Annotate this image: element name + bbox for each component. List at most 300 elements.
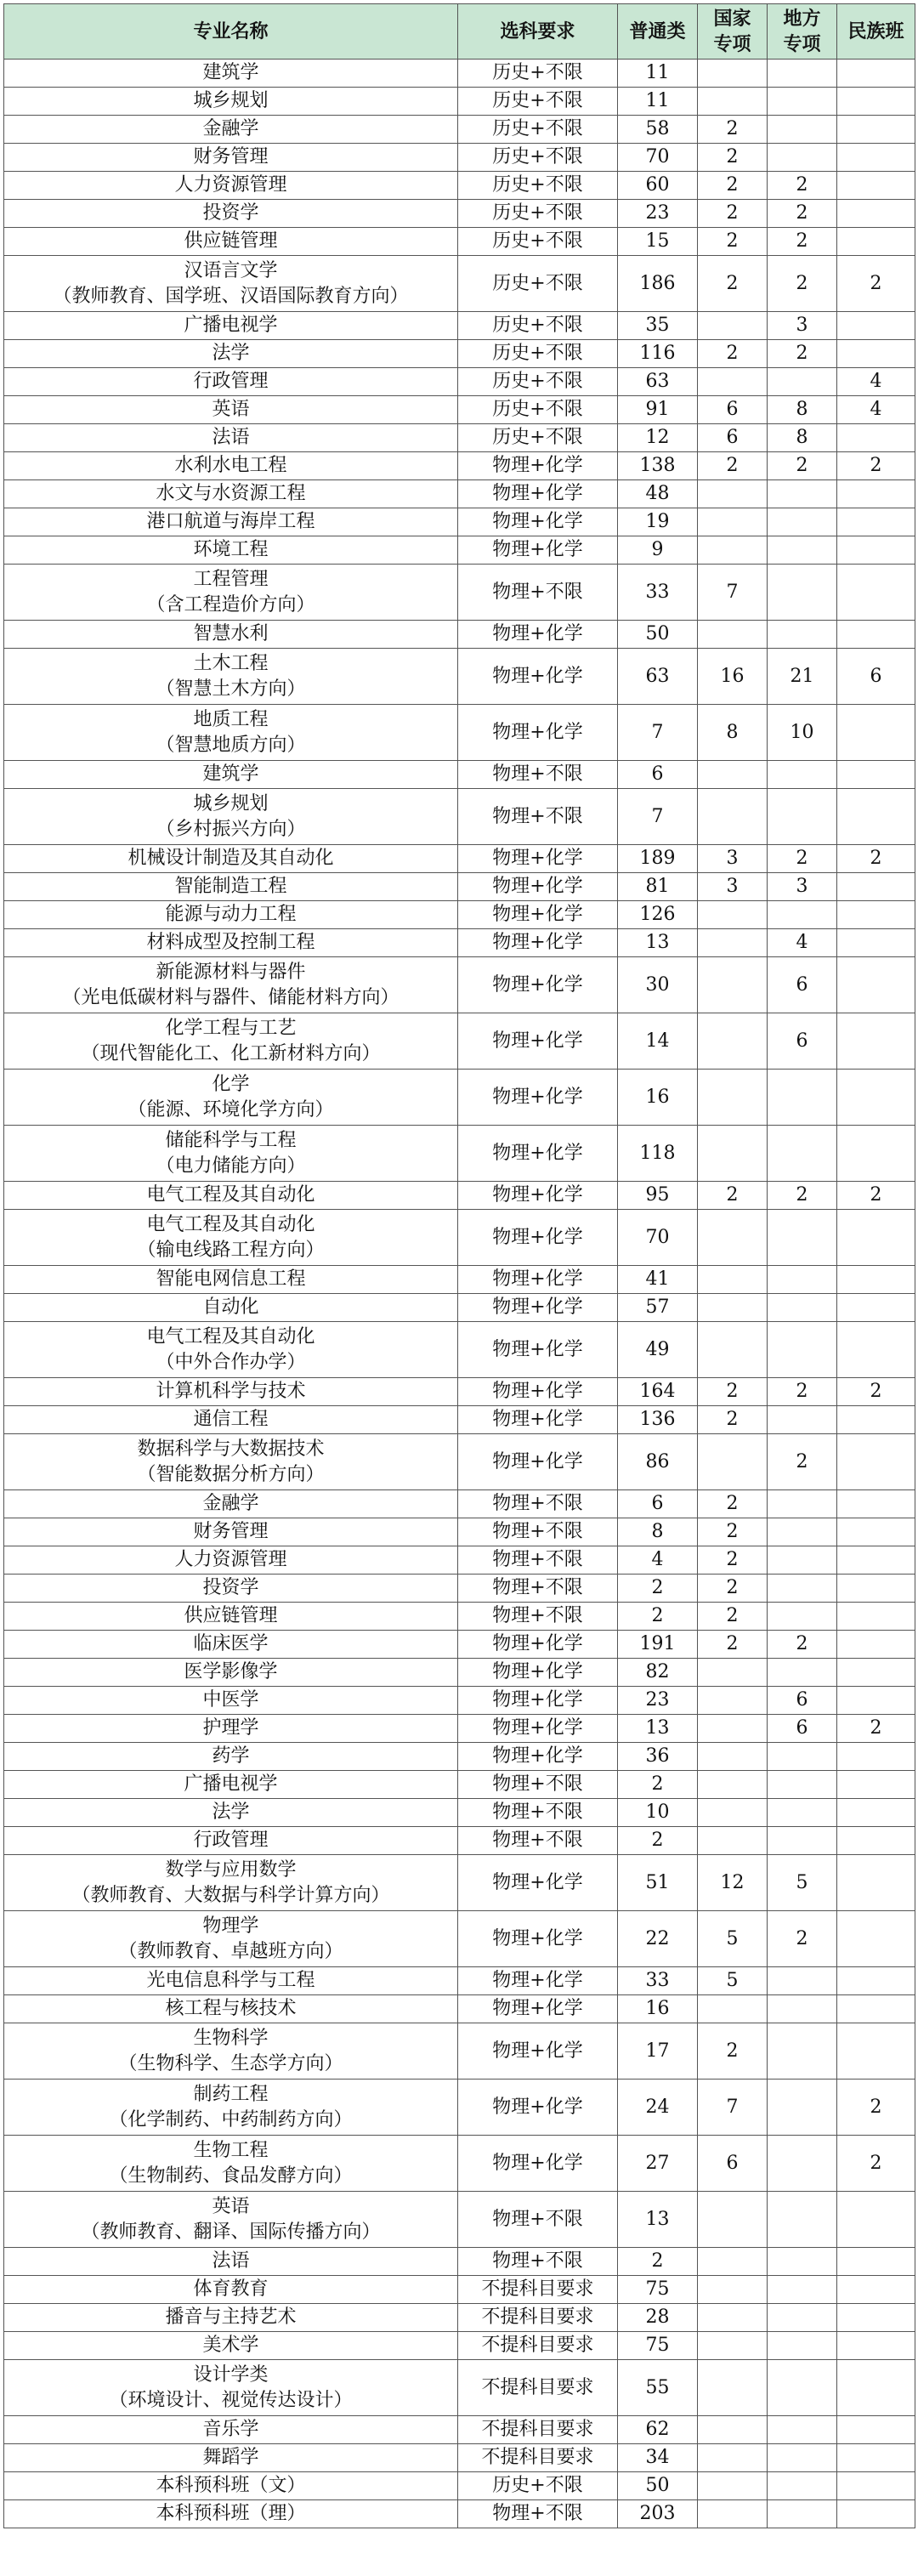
cell-normal: 22 bbox=[618, 1911, 698, 1967]
cell-national-special: 2 bbox=[698, 1631, 768, 1659]
cell-subject-requirement: 物理+化学 bbox=[458, 508, 618, 536]
table-row bbox=[4, 1659, 915, 1687]
header-row bbox=[4, 4, 915, 60]
cell-subject-requirement: 历史+不限 bbox=[458, 228, 618, 256]
cell-major-name bbox=[4, 2444, 458, 2472]
major-name-text: 金融学 bbox=[202, 1493, 259, 1514]
cell-local-special bbox=[768, 2332, 837, 2360]
cell-ethnic-class bbox=[837, 2304, 915, 2332]
cell-local-special bbox=[768, 1575, 837, 1603]
cell-normal: 63 bbox=[618, 368, 698, 396]
cell-normal: 28 bbox=[618, 2304, 698, 2332]
cell-major-name bbox=[4, 1687, 458, 1715]
cell-major-name bbox=[4, 957, 458, 1013]
table-row bbox=[4, 1518, 915, 1546]
major-name-text: 舞蹈学 bbox=[202, 2447, 259, 2468]
cell-ethnic-class bbox=[837, 1406, 915, 1434]
cell-major-name bbox=[4, 1743, 458, 1771]
major-name-text: 播音与主持艺术 bbox=[165, 2306, 297, 2328]
major-direction-text: （中外合作办学） bbox=[156, 1351, 306, 1373]
cell-national-special: 2 bbox=[698, 1575, 768, 1603]
cell-ethnic-class bbox=[837, 789, 915, 845]
cell-local-special: 5 bbox=[768, 1855, 837, 1911]
cell-subject-requirement: 物理+化学 bbox=[458, 1182, 618, 1210]
cell-national-special bbox=[698, 60, 768, 88]
header-major-name: 专业名称 bbox=[4, 4, 458, 60]
table-row bbox=[4, 1490, 915, 1518]
cell-normal: 34 bbox=[618, 2444, 698, 2472]
cell-ethnic-class bbox=[837, 1013, 915, 1070]
table-row bbox=[4, 901, 915, 929]
cell-national-special bbox=[698, 2192, 768, 2248]
table-row bbox=[4, 649, 915, 705]
cell-subject-requirement: 不提科目要求 bbox=[458, 2416, 618, 2444]
cell-subject-requirement: 不提科目要求 bbox=[458, 2444, 618, 2472]
table-row bbox=[4, 957, 915, 1013]
cell-major-name bbox=[4, 649, 458, 705]
table-row bbox=[4, 396, 915, 424]
cell-subject-requirement: 物理+化学 bbox=[458, 1378, 618, 1406]
cell-subject-requirement: 物理+不限 bbox=[458, 1603, 618, 1631]
cell-subject-requirement: 不提科目要求 bbox=[458, 2360, 618, 2416]
major-name-text: 中医学 bbox=[202, 1689, 259, 1711]
cell-normal: 6 bbox=[618, 761, 698, 789]
cell-major-name bbox=[4, 1182, 458, 1210]
cell-national-special bbox=[698, 480, 768, 508]
cell-major-name bbox=[4, 1378, 458, 1406]
cell-normal: 2 bbox=[618, 1575, 698, 1603]
table-row bbox=[4, 2136, 915, 2192]
major-name-text: 临床医学 bbox=[193, 1633, 269, 1654]
cell-subject-requirement: 不提科目要求 bbox=[458, 2304, 618, 2332]
table-row bbox=[4, 1575, 915, 1603]
major-name-text: 广播电视学 bbox=[184, 315, 278, 336]
table-row bbox=[4, 1546, 915, 1575]
major-name-text: 人力资源管理 bbox=[174, 174, 287, 196]
major-direction-text: （光电低碳材料与器件、储能材料方向） bbox=[62, 986, 400, 1008]
cell-ethnic-class bbox=[837, 761, 915, 789]
cell-normal: 33 bbox=[618, 1967, 698, 1995]
cell-local-special bbox=[768, 2080, 837, 2136]
major-name-text: 财务管理 bbox=[193, 146, 269, 167]
cell-ethnic-class bbox=[837, 2416, 915, 2444]
cell-normal: 126 bbox=[618, 901, 698, 929]
cell-normal: 63 bbox=[618, 649, 698, 705]
cell-normal: 35 bbox=[618, 312, 698, 340]
cell-normal: 50 bbox=[618, 621, 698, 649]
cell-national-special bbox=[698, 1995, 768, 2023]
cell-normal: 24 bbox=[618, 2080, 698, 2136]
cell-normal: 30 bbox=[618, 957, 698, 1013]
cell-normal: 136 bbox=[618, 1406, 698, 1434]
cell-national-special: 2 bbox=[698, 1490, 768, 1518]
cell-national-special: 6 bbox=[698, 396, 768, 424]
cell-ethnic-class bbox=[837, 2276, 915, 2304]
cell-subject-requirement: 物理+化学 bbox=[458, 1743, 618, 1771]
cell-national-special: 2 bbox=[698, 200, 768, 228]
cell-normal: 9 bbox=[618, 536, 698, 565]
cell-major-name bbox=[4, 116, 458, 144]
table-row bbox=[4, 312, 915, 340]
cell-subject-requirement: 物理+不限 bbox=[458, 1518, 618, 1546]
cell-subject-requirement: 物理+不限 bbox=[458, 2500, 618, 2528]
major-name-text: 机械设计制造及其自动化 bbox=[128, 848, 334, 869]
cell-normal: 189 bbox=[618, 845, 698, 873]
table-row bbox=[4, 2444, 915, 2472]
cell-subject-requirement: 物理+不限 bbox=[458, 1490, 618, 1518]
cell-subject-requirement: 物理+化学 bbox=[458, 957, 618, 1013]
cell-major-name bbox=[4, 1434, 458, 1490]
cell-subject-requirement: 物理+不限 bbox=[458, 1799, 618, 1827]
major-name-text: 材料成型及控制工程 bbox=[146, 932, 315, 953]
cell-local-special bbox=[768, 1743, 837, 1771]
cell-normal: 27 bbox=[618, 2136, 698, 2192]
cell-national-special bbox=[698, 1827, 768, 1855]
cell-national-special: 2 bbox=[698, 256, 768, 312]
major-name-text: 数据科学与大数据技术 bbox=[137, 1438, 325, 1460]
major-name-text: 电气工程及其自动化 bbox=[146, 1213, 315, 1235]
cell-national-special: 2 bbox=[698, 172, 768, 200]
cell-local-special bbox=[768, 1490, 837, 1518]
major-name-text: 自动化 bbox=[202, 1297, 259, 1318]
major-name-text: 储能科学与工程 bbox=[165, 1129, 297, 1151]
cell-national-special: 2 bbox=[698, 1182, 768, 1210]
cell-normal: 55 bbox=[618, 2360, 698, 2416]
cell-subject-requirement: 历史+不限 bbox=[458, 144, 618, 172]
cell-ethnic-class bbox=[837, 2248, 915, 2276]
cell-subject-requirement: 物理+不限 bbox=[458, 789, 618, 845]
cell-local-special bbox=[768, 2500, 837, 2528]
header-national-special bbox=[698, 4, 768, 60]
cell-major-name bbox=[4, 1266, 458, 1294]
cell-normal: 10 bbox=[618, 1799, 698, 1827]
major-name-text: 电气工程及其自动化 bbox=[146, 1184, 315, 1206]
cell-major-name bbox=[4, 480, 458, 508]
cell-normal: 75 bbox=[618, 2332, 698, 2360]
cell-local-special: 2 bbox=[768, 1182, 837, 1210]
header-local-special bbox=[768, 4, 837, 60]
cell-major-name bbox=[4, 705, 458, 761]
table-row bbox=[4, 845, 915, 873]
table-row bbox=[4, 1995, 915, 2023]
cell-ethnic-class bbox=[837, 2444, 915, 2472]
major-name-text: 通信工程 bbox=[193, 1409, 269, 1430]
cell-local-special bbox=[768, 144, 837, 172]
cell-national-special bbox=[698, 789, 768, 845]
cell-subject-requirement: 物理+不限 bbox=[458, 2248, 618, 2276]
table-body bbox=[4, 60, 915, 2528]
cell-ethnic-class bbox=[837, 1995, 915, 2023]
cell-normal: 23 bbox=[618, 1687, 698, 1715]
major-direction-text: （乡村振兴方向） bbox=[156, 818, 306, 840]
major-name-text: 智能电网信息工程 bbox=[156, 1268, 306, 1290]
major-direction-text: （环境设计、视觉传达设计） bbox=[109, 2389, 353, 2411]
cell-subject-requirement: 物理+化学 bbox=[458, 1294, 618, 1322]
cell-subject-requirement: 历史+不限 bbox=[458, 312, 618, 340]
major-name-text: 水文与水资源工程 bbox=[156, 483, 306, 504]
cell-subject-requirement: 历史+不限 bbox=[458, 116, 618, 144]
cell-major-name bbox=[4, 1911, 458, 1967]
cell-national-special: 2 bbox=[698, 1546, 768, 1575]
cell-major-name bbox=[4, 1827, 458, 1855]
cell-major-name bbox=[4, 1210, 458, 1266]
cell-national-special: 12 bbox=[698, 1855, 768, 1911]
cell-major-name bbox=[4, 2136, 458, 2192]
table-row bbox=[4, 228, 915, 256]
cell-normal: 8 bbox=[618, 1518, 698, 1546]
cell-major-name bbox=[4, 1771, 458, 1799]
cell-major-name bbox=[4, 172, 458, 200]
cell-ethnic-class bbox=[837, 1490, 915, 1518]
cell-national-special bbox=[698, 761, 768, 789]
cell-subject-requirement: 物理+化学 bbox=[458, 1911, 618, 1967]
enrollment-plan-table bbox=[3, 3, 915, 2528]
cell-ethnic-class bbox=[837, 1434, 915, 1490]
cell-normal: 186 bbox=[618, 256, 698, 312]
cell-local-special: 6 bbox=[768, 1715, 837, 1743]
cell-major-name bbox=[4, 565, 458, 621]
cell-subject-requirement: 物理+化学 bbox=[458, 1631, 618, 1659]
cell-subject-requirement: 历史+不限 bbox=[458, 2472, 618, 2500]
cell-local-special bbox=[768, 1546, 837, 1575]
cell-ethnic-class bbox=[837, 873, 915, 901]
cell-local-special: 2 bbox=[768, 1378, 837, 1406]
table-row bbox=[4, 1210, 915, 1266]
cell-ethnic-class bbox=[837, 508, 915, 536]
major-name-text: 人力资源管理 bbox=[174, 1549, 287, 1570]
cell-subject-requirement: 物理+化学 bbox=[458, 1322, 618, 1378]
cell-ethnic-class bbox=[837, 340, 915, 368]
cell-ethnic-class bbox=[837, 2332, 915, 2360]
cell-major-name bbox=[4, 452, 458, 480]
cell-national-special: 5 bbox=[698, 1911, 768, 1967]
cell-local-special bbox=[768, 1294, 837, 1322]
cell-ethnic-class bbox=[837, 480, 915, 508]
cell-subject-requirement: 物理+化学 bbox=[458, 1687, 618, 1715]
cell-local-special bbox=[768, 1659, 837, 1687]
cell-subject-requirement: 物理+不限 bbox=[458, 1546, 618, 1575]
cell-ethnic-class bbox=[837, 2500, 915, 2528]
table-row bbox=[4, 1406, 915, 1434]
table-row bbox=[4, 1687, 915, 1715]
cell-normal: 82 bbox=[618, 1659, 698, 1687]
cell-major-name bbox=[4, 1013, 458, 1070]
cell-subject-requirement: 物理+化学 bbox=[458, 1070, 618, 1126]
cell-national-special bbox=[698, 312, 768, 340]
cell-major-name bbox=[4, 1659, 458, 1687]
cell-major-name bbox=[4, 1967, 458, 1995]
cell-subject-requirement: 物理+化学 bbox=[458, 1126, 618, 1182]
cell-local-special bbox=[768, 1126, 837, 1182]
cell-local-special: 6 bbox=[768, 1013, 837, 1070]
cell-major-name bbox=[4, 1490, 458, 1518]
major-name-text: 行政管理 bbox=[193, 371, 269, 392]
cell-normal: 11 bbox=[618, 88, 698, 116]
table-row bbox=[4, 1266, 915, 1294]
cell-ethnic-class bbox=[837, 621, 915, 649]
major-name-text: 土木工程 bbox=[193, 652, 269, 674]
cell-major-name bbox=[4, 2023, 458, 2080]
table-row bbox=[4, 929, 915, 957]
cell-subject-requirement: 物理+化学 bbox=[458, 705, 618, 761]
table-row bbox=[4, 60, 915, 88]
table-row bbox=[4, 536, 915, 565]
cell-major-name bbox=[4, 312, 458, 340]
cell-local-special: 2 bbox=[768, 1911, 837, 1967]
cell-ethnic-class bbox=[837, 929, 915, 957]
cell-national-special: 2 bbox=[698, 452, 768, 480]
cell-ethnic-class bbox=[837, 144, 915, 172]
cell-local-special: 2 bbox=[768, 1434, 837, 1490]
table-row bbox=[4, 2360, 915, 2416]
cell-normal: 203 bbox=[618, 2500, 698, 2528]
cell-normal: 19 bbox=[618, 508, 698, 536]
cell-local-special bbox=[768, 1771, 837, 1799]
cell-national-special: 2 bbox=[698, 1406, 768, 1434]
cell-national-special: 2 bbox=[698, 144, 768, 172]
table-row bbox=[4, 452, 915, 480]
cell-major-name bbox=[4, 2192, 458, 2248]
cell-subject-requirement: 物理+化学 bbox=[458, 1013, 618, 1070]
cell-major-name bbox=[4, 2332, 458, 2360]
major-name-text: 数学与应用数学 bbox=[165, 1858, 297, 1881]
table-row bbox=[4, 88, 915, 116]
table-row bbox=[4, 1771, 915, 1799]
major-name-text: 城乡规划 bbox=[193, 792, 269, 814]
header-local-special-label: 地方专项 bbox=[783, 8, 821, 55]
major-direction-text: （教师教育、国学班、汉语国际教育方向） bbox=[53, 285, 409, 307]
cell-ethnic-class: 2 bbox=[837, 2080, 915, 2136]
cell-local-special: 6 bbox=[768, 957, 837, 1013]
cell-local-special bbox=[768, 2276, 837, 2304]
cell-major-name bbox=[4, 621, 458, 649]
cell-normal: 2 bbox=[618, 1771, 698, 1799]
cell-local-special bbox=[768, 2472, 837, 2500]
cell-national-special bbox=[698, 1126, 768, 1182]
cell-subject-requirement: 历史+不限 bbox=[458, 88, 618, 116]
cell-ethnic-class: 2 bbox=[837, 2136, 915, 2192]
cell-subject-requirement: 物理+化学 bbox=[458, 452, 618, 480]
cell-local-special bbox=[768, 1967, 837, 1995]
cell-ethnic-class: 2 bbox=[837, 1378, 915, 1406]
table-row bbox=[4, 1967, 915, 1995]
major-name-text: 医学影像学 bbox=[184, 1661, 278, 1682]
major-direction-text: （能源、环境化学方向） bbox=[128, 1098, 334, 1121]
major-name-text: 智慧水利 bbox=[193, 623, 269, 644]
cell-major-name bbox=[4, 256, 458, 312]
cell-ethnic-class: 4 bbox=[837, 368, 915, 396]
cell-subject-requirement: 物理+化学 bbox=[458, 1659, 618, 1687]
cell-ethnic-class: 2 bbox=[837, 1715, 915, 1743]
cell-normal: 14 bbox=[618, 1013, 698, 1070]
table-row bbox=[4, 2472, 915, 2500]
major-name-text: 生物工程 bbox=[193, 2139, 269, 2161]
cell-local-special bbox=[768, 761, 837, 789]
cell-local-special bbox=[768, 2304, 837, 2332]
cell-normal: 57 bbox=[618, 1294, 698, 1322]
cell-national-special bbox=[698, 536, 768, 565]
cell-ethnic-class bbox=[837, 1827, 915, 1855]
cell-national-special: 6 bbox=[698, 2136, 768, 2192]
cell-national-special bbox=[698, 1715, 768, 1743]
cell-national-special bbox=[698, 929, 768, 957]
cell-local-special bbox=[768, 1603, 837, 1631]
header-national-special-label: 国家专项 bbox=[713, 8, 751, 55]
table-row bbox=[4, 1855, 915, 1911]
cell-national-special: 2 bbox=[698, 340, 768, 368]
cell-subject-requirement: 物理+化学 bbox=[458, 1406, 618, 1434]
cell-normal: 118 bbox=[618, 1126, 698, 1182]
cell-local-special: 4 bbox=[768, 929, 837, 957]
major-name-text: 建筑学 bbox=[202, 62, 259, 83]
cell-normal: 13 bbox=[618, 929, 698, 957]
cell-local-special bbox=[768, 2248, 837, 2276]
cell-local-special bbox=[768, 2444, 837, 2472]
cell-ethnic-class bbox=[837, 1743, 915, 1771]
cell-normal: 86 bbox=[618, 1434, 698, 1490]
cell-local-special bbox=[768, 2192, 837, 2248]
cell-subject-requirement: 历史+不限 bbox=[458, 256, 618, 312]
cell-major-name bbox=[4, 1855, 458, 1911]
cell-national-special: 2 bbox=[698, 1603, 768, 1631]
cell-subject-requirement: 物理+化学 bbox=[458, 1995, 618, 2023]
cell-major-name bbox=[4, 1995, 458, 2023]
cell-major-name bbox=[4, 144, 458, 172]
cell-ethnic-class bbox=[837, 1518, 915, 1546]
cell-ethnic-class: 2 bbox=[837, 452, 915, 480]
cell-local-special bbox=[768, 565, 837, 621]
major-direction-text: （教师教育、大数据与科学计算方向） bbox=[71, 1884, 390, 1906]
cell-national-special bbox=[698, 2304, 768, 2332]
major-direction-text: （智慧地质方向） bbox=[156, 734, 306, 756]
cell-normal: 95 bbox=[618, 1182, 698, 1210]
cell-local-special bbox=[768, 116, 837, 144]
cell-ethnic-class bbox=[837, 116, 915, 144]
major-name-text: 水利水电工程 bbox=[174, 455, 287, 476]
cell-major-name bbox=[4, 1575, 458, 1603]
cell-subject-requirement: 物理+化学 bbox=[458, 2136, 618, 2192]
cell-normal: 15 bbox=[618, 228, 698, 256]
cell-normal: 17 bbox=[618, 2023, 698, 2080]
cell-local-special: 3 bbox=[768, 873, 837, 901]
table-row bbox=[4, 1126, 915, 1182]
major-direction-text: （输电线路工程方向） bbox=[137, 1239, 325, 1261]
cell-major-name bbox=[4, 1715, 458, 1743]
cell-ethnic-class bbox=[837, 565, 915, 621]
cell-ethnic-class bbox=[837, 200, 915, 228]
cell-normal: 60 bbox=[618, 172, 698, 200]
cell-subject-requirement: 物理+不限 bbox=[458, 565, 618, 621]
cell-subject-requirement: 物理+不限 bbox=[458, 2192, 618, 2248]
cell-normal: 12 bbox=[618, 424, 698, 452]
table-row bbox=[4, 1911, 915, 1967]
cell-major-name bbox=[4, 1070, 458, 1126]
table-row bbox=[4, 789, 915, 845]
cell-national-special bbox=[698, 1771, 768, 1799]
cell-local-special: 2 bbox=[768, 200, 837, 228]
cell-local-special bbox=[768, 2360, 837, 2416]
major-name-text: 制药工程 bbox=[193, 2083, 269, 2105]
table-row bbox=[4, 1070, 915, 1126]
cell-local-special bbox=[768, 901, 837, 929]
table-row bbox=[4, 2192, 915, 2248]
cell-ethnic-class bbox=[837, 1126, 915, 1182]
cell-ethnic-class bbox=[837, 1967, 915, 1995]
cell-ethnic-class bbox=[837, 424, 915, 452]
cell-normal: 2 bbox=[618, 1827, 698, 1855]
cell-major-name bbox=[4, 789, 458, 845]
cell-normal: 7 bbox=[618, 789, 698, 845]
